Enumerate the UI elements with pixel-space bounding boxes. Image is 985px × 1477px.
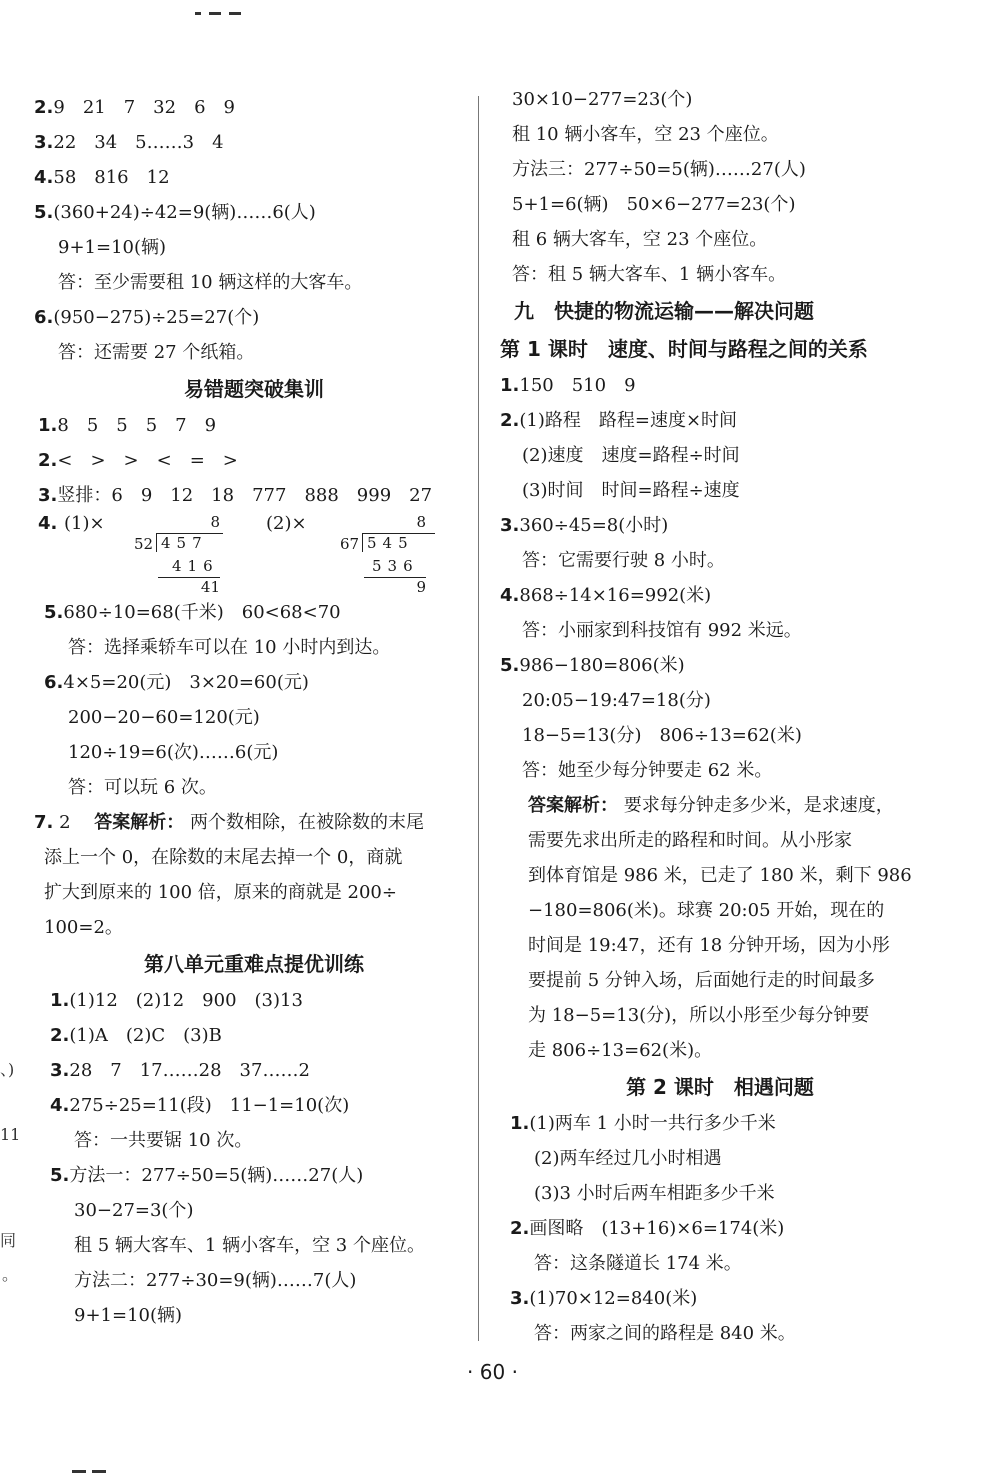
answer-line [34,1158,474,1193]
item-number: 3. [500,515,520,536]
item-number: 3. [510,1288,530,1309]
lesson-title-2: 第 2 课时 相遇问题 [626,1075,814,1099]
answer-text: (2)速度 速度=路程÷时间 [522,445,740,466]
item-number: 4. [38,513,58,534]
section-title-error-training: 易错题突破集训 [184,377,324,401]
answer-line [500,257,940,292]
answer-text: (3)3 小时后两车相距多少千米 [534,1183,775,1204]
long-division-item [34,513,474,595]
answer-text: 9+1=10(辆) [58,237,167,258]
answer-text: 画图略 (13+16)×6=174(米) [529,1218,785,1239]
left-answers-top [34,90,474,370]
analysis-line: 需要先求出所走的路程和时间。从小彤家 [528,830,852,851]
answer-line [500,368,940,403]
left-answers-error [34,408,474,513]
edge-mark: 、) [0,1060,15,1079]
analysis-line: 走 806÷13=62(米)。 [528,1040,713,1061]
answer-line [34,1123,474,1158]
section-title-unit8: 第八单元重难点提优训练 [144,952,364,976]
answer-text: < > > < = > [57,450,238,471]
answer-text: 答：可以玩 6 次。 [68,777,217,798]
answer-text: 竖排：6 9 12 18 777 888 999 27 [57,485,433,506]
analysis-line: 要提前 5 分钟入场，后面她行走的时间最多 [528,970,875,991]
answer-text: 200−20−60=120(元) [68,707,260,728]
answer-line [34,160,474,195]
item-number: 5. [500,655,520,676]
divisor: 52 [134,535,154,553]
remainder: 41 [158,577,220,596]
bottom-crop-mark [72,1458,112,1477]
answer-text: 680÷10=68(千米) 60<68<70 [63,602,341,623]
answer-text: 答：两家之间的路程是 840 米。 [534,1323,796,1344]
edge-mark: 。 [2,1265,19,1284]
answer-text: 9+1=10(辆) [74,1305,183,1326]
answer-text: 答：选择乘轿车可以在 10 小时内到达。 [68,637,391,658]
answer-text: 方法一：277÷50=5(辆)……27(人) [69,1165,364,1186]
answer-text: (1)路程 路程=速度×时间 [519,410,738,431]
answer-line [500,648,940,683]
answer-text: 答：至少需要租 10 辆这样的大客车。 [58,272,363,293]
item-label-a: (1)× [64,513,105,534]
answer-line [500,718,940,753]
quotient: 8 [210,513,220,531]
analysis-line [500,788,940,823]
quotient: 8 [416,513,426,531]
remainder: 9 [364,577,426,596]
answer-line [34,443,474,478]
answer-line [34,1193,474,1228]
item-number: 4. [500,585,520,606]
item-number: 5. [44,602,64,623]
item-number: 1. [500,375,520,396]
answer-text: 58 816 12 [53,167,170,188]
answer-line [34,630,474,665]
answer-line [500,1106,940,1141]
answer-text: 275÷25=11(段) 11−1=10(次) [69,1095,350,1116]
right-answers-lesson1 [500,368,940,788]
answer-line [500,1281,940,1316]
analysis-line: 为 18−5=13(分)，所以小彤至少每分钟要 [528,1005,870,1026]
item-number: 4. [50,1095,70,1116]
answer-text: 28 7 17……28 37……2 [69,1060,310,1081]
analysis-text: 两个数相除，在被除数的末尾 [190,812,425,833]
answer-text: (950−275)÷25=27(个) [53,307,260,328]
answer-line [34,195,474,230]
answer-line [500,187,940,222]
answer-line [500,613,940,648]
answer-line [500,1141,940,1176]
answer-line [500,222,940,257]
answer-line [34,478,474,513]
answer-line [34,90,474,125]
answer-line [34,335,474,370]
item-number: 3. [38,485,58,506]
answer-line [34,735,474,770]
item-number: 6. [34,307,54,328]
analysis-lines [500,823,940,1068]
answer-line [34,1053,474,1088]
answer-line [34,1298,474,1333]
answer-line [500,473,940,508]
answer-line [34,805,474,840]
lesson-title-1: 第 1 课时 速度、时间与路程之间的关系 [500,337,868,361]
left-answers-unit8 [34,983,474,1333]
answer-line [500,1211,940,1246]
column-divider [478,96,479,1341]
divisor: 67 [340,535,360,553]
answer-text: (1)12 (2)12 900 (3)13 [69,990,303,1011]
answer-line [500,403,940,438]
answer-text: 120÷19=6(次)……6(元) [68,742,279,763]
item-number: 2. [510,1218,530,1239]
right-column [500,82,940,1351]
answer-line [500,117,940,152]
answer-text: 租 10 辆小客车，空 23 个座位。 [512,124,779,145]
product: 416 [172,557,219,575]
dividend: 545 [362,533,435,552]
answer-text: 租 6 辆大客车，空 23 个座位。 [512,229,768,250]
item-number: 7. [34,812,54,833]
answer-text: 答：小丽家到科技馆有 992 米远。 [522,620,802,641]
answer-text: 30−27=3(个) [74,1200,194,1221]
answer-line [34,408,474,443]
item-number: 2. [34,97,54,118]
analysis-line: 到体育馆是 986 米，已走了 180 米，剩下 986 [528,865,912,886]
answer-text: 2 [59,812,89,833]
right-answers-lesson2 [500,1106,940,1351]
answer-text: 360÷45=8(小时) [519,515,669,536]
analysis-line: 100=2。 [44,917,123,938]
answer-line [34,230,474,265]
answer-line [34,1263,474,1298]
answer-text: 4×5=20(元) 3×20=60(元) [63,672,309,693]
right-answers-top [500,82,940,292]
answer-text: 答：她至少每分钟要走 62 米。 [522,760,773,781]
analysis-line: 添上一个 0，在除数的末尾去掉一个 0，商就 [44,847,403,868]
item-number: 3. [34,132,54,153]
edge-mark: 11 [0,1125,21,1144]
analysis-label: 答案解析： [94,812,185,833]
answer-text: 18−5=13(分) 806÷13=62(米) [522,725,802,746]
analysis-line: 扩大到原来的 100 倍，原来的商就是 200÷ [44,882,397,903]
product: 536 [372,557,419,575]
answer-line [34,125,474,160]
answer-line [500,578,940,613]
item-number: 4. [34,167,54,188]
answer-line [500,1176,940,1211]
answer-text: 150 510 9 [519,375,636,396]
answer-text: (3)时间 时间=路程÷速度 [522,480,740,501]
item-number: 5. [50,1165,70,1186]
answer-line [500,438,940,473]
answer-text: 30×10−277=23(个) [512,89,693,110]
answer-text: 租 5 辆大客车、1 辆小客车，空 3 个座位。 [74,1235,425,1256]
answer-text: (1)70×12=840(米) [529,1288,698,1309]
answer-line [34,265,474,300]
item-number: 6. [44,672,64,693]
answer-line [34,1018,474,1053]
answer-text: (1)两车 1 小时一共行多少千米 [529,1113,776,1134]
answer-text: 9 21 7 32 6 9 [53,97,235,118]
item-label-b: (2)× [266,513,307,534]
answer-text: 22 34 5……3 4 [53,132,224,153]
analysis-lines [34,840,474,945]
answer-line [34,983,474,1018]
item-number: 1. [510,1113,530,1134]
answer-line [500,753,940,788]
analysis-line: 时间是 19:47，还有 18 分钟开场，因为小彤 [528,935,890,956]
answer-text: 方法二：277÷30=9(辆)……7(人) [74,1270,357,1291]
answer-line [500,508,940,543]
analysis-label: 答案解析： [528,795,618,816]
answer-text: 答：还需要 27 个纸箱。 [58,342,255,363]
item-number: 2. [38,450,58,471]
answer-text: 答：租 5 辆大客车、1 辆小客车。 [512,264,787,285]
answer-line [34,665,474,700]
dividend: 457 [156,533,223,552]
answer-line [500,543,940,578]
answer-text: 5+1=6(辆) 50×6−277=23(个) [512,194,796,215]
page-number: · 60 · [467,1360,518,1384]
answer-text: 方法三：277÷50=5(辆)……27(人) [512,159,806,180]
answer-text: 答：一共要锯 10 次。 [74,1130,253,1151]
answer-text: 986−180=806(米) [519,655,685,676]
answer-text: 868÷14×16=992(米) [519,585,712,606]
answer-line [34,595,474,630]
answer-line [500,152,940,187]
answer-line [500,1316,940,1351]
answer-line [34,1228,474,1263]
answer-text: 20:05−19:47=18(分) [522,690,711,711]
answer-line [34,700,474,735]
item-number: 1. [38,415,58,436]
answer-line [500,82,940,117]
left-column [34,90,474,1333]
answer-line [34,1088,474,1123]
item-number: 2. [500,410,520,431]
answer-text: 答：它需要行驶 8 小时。 [522,550,725,571]
item-number: 1. [50,990,70,1011]
answer-line [500,683,940,718]
answer-text: 8 5 5 5 7 9 [57,415,217,436]
answer-line [500,1246,940,1281]
answer-text: 答：这条隧道长 174 米。 [534,1253,742,1274]
answer-text: (1)A (2)C (3)B [69,1025,222,1046]
edge-mark: 同 [0,1231,17,1250]
analysis-text: 要求每分钟走多少米，是求速度， [623,795,894,816]
answer-line [34,770,474,805]
chapter-title: 九 快捷的物流运输——解决问题 [514,299,814,323]
analysis-line: −180=806(米)。球赛 20:05 开始，现在的 [528,900,885,921]
item-number: 2. [50,1025,70,1046]
item-number: 3. [50,1060,70,1081]
top-crop-mark [195,0,295,4]
answer-line [34,300,474,335]
left-answers-mid [34,595,474,805]
answer-text: (360+24)÷42=9(辆)……6(人) [53,202,316,223]
answer-text: (2)两车经过几小时相遇 [534,1148,722,1169]
item-number: 5. [34,202,54,223]
